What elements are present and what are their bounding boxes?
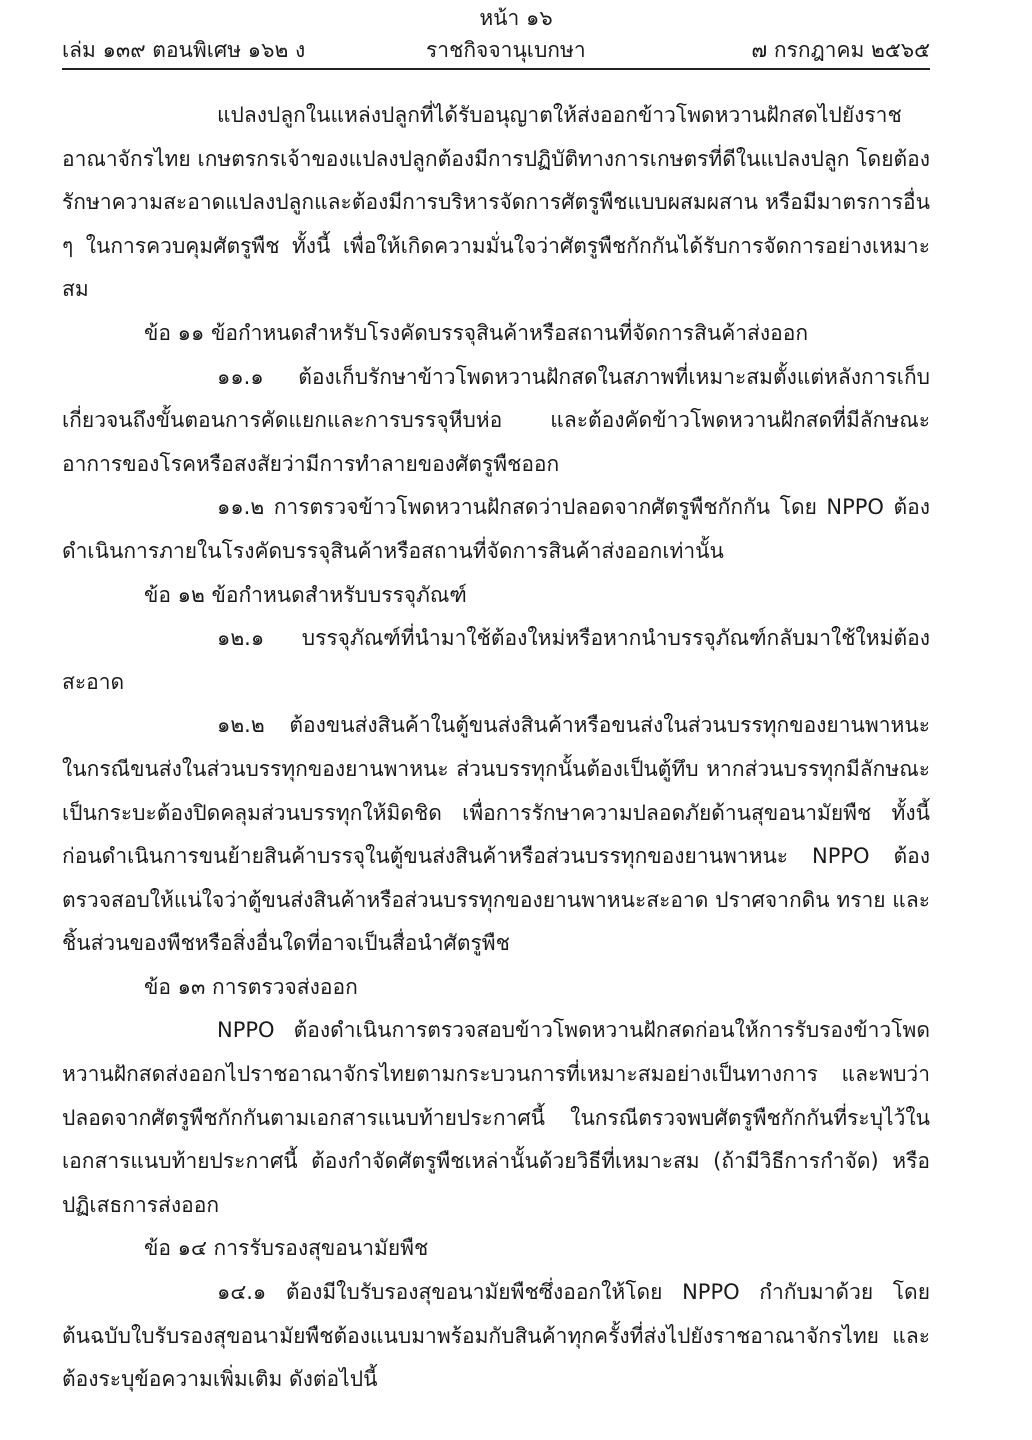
- paragraph: แปลงปลูกในแหล่งปลูกที่ได้รับอนุญาตให้ส่งออกข้าวโพดหวานฝักสดไปยังราชอาณาจักรไทย เกษตรกรเจ้าของแปลงปลูกต้องมีการปฏิบัติทางการเกษตรที่ดีในแปลงปลูก โดยต้องรักษาความสะอาดแปลงปลูกและต้องมีการบริหารจัดการศัตรูพืชแบบผสมผสาน หรือมีมาตรการอื่น ๆ ในการควบคุมศัตรูพืช ทั้งนี้ เพื่อให้เกิดความมั่นใจว่าศัตรูพืชกักกันได้รับการจัดการอย่างเหมาะสม: [62, 103, 930, 302]
- subclause: ๑๔.๑ ต้องมีใบรับรองสุขอนามัยพืชซึ่งออกให้โดย NPPO กำกับมาด้วย โดยต้นฉบับใบรับรองสุขอนามัยพืชต้องแนบมาพร้อมกับสินค้าทุกครั้งที่ส่งไปยังราชอาณาจักรไทย และต้องระบุข้อความเพิ่มเติม ดังต่อไปนี้: [62, 1280, 930, 1392]
- clause-heading: ข้อ ๑๒ ข้อกำหนดสำหรับบรรจุภัณฑ์: [144, 582, 467, 607]
- subclause: ๑๒.๑ บรรจุภัณฑ์ที่นำมาใช้ต้องใหม่หรือหากนำบรรจุภัณฑ์กลับมาใช้ใหม่ต้องสะอาด: [62, 626, 930, 694]
- page-number: หน้า ๑๖: [479, 6, 553, 30]
- subclause: ๑๒.๒ ต้องขนส่งสินค้าในตู้ขนส่งสินค้าหรือขนส่งในส่วนบรรทุกของยานพาหนะ ในกรณีขนส่งในส่วนบรรทุกของยานพาหนะ ส่วนบรรทุกนั้นต้องเป็นตู้ทึบ หากส่วนบรรทุกมีลักษณะเป็นกระบะต้องปิดคลุมส่วนบรรทุกให้มิดชิด เพื่อการรักษาความปลอดภัยด้านสุขอนามัยพืช ทั้งนี้ ก่อนดำเนินการขนย้ายสินค้าบรรจุในตู้ขนส่งสินค้าหรือส่วนบรรทุกของยานพาหนะ NPPO ต้องตรวจสอบให้แน่ใจว่าตู้ขนส่งสินค้าหรือส่วนบรรทุกของยานพาหนะสะอาด ปราศจากดิน ทราย และชิ้นส่วนของพืชหรือสิ่งอื่นใดที่อาจเป็นสื่อนำศัตรูพืช: [62, 713, 930, 956]
- clause-heading: ข้อ ๑๓ การตรวจส่งออก: [144, 974, 358, 999]
- subclause: ๑๑.๑ ต้องเก็บรักษาข้าวโพดหวานฝักสดในสภาพที่เหมาะสมตั้งแต่หลังการเก็บเกี่ยวจนถึงขั้นตอนการคัดแยกและการบรรจุหีบห่อ และต้องคัดข้าวโพดหวานฝักสดที่มีลักษณะอาการของโรคหรือสงสัยว่ามีการทำลายของศัตรูพืชออก: [62, 364, 930, 476]
- document-body: [62, 94, 930, 1402]
- volume-issue: เล่ม ๑๓๙ ตอนพิเศษ ๑๖๒ ง: [62, 38, 306, 62]
- gazette-header: [62, 34, 930, 64]
- gazette-title: ราชกิจจานุเบกษา: [426, 38, 586, 62]
- clause-heading: ข้อ ๑๔ การรับรองสุขอนามัยพืช: [144, 1236, 429, 1261]
- clause-heading: ข้อ ๑๑ ข้อกำหนดสำหรับโรงคัดบรรจุสินค้าหรือสถานที่จัดการสินค้าส่งออก: [144, 320, 809, 345]
- paragraph: NPPO ต้องดำเนินการตรวจสอบข้าวโพดหวานฝักสดก่อนให้การรับรองข้าวโพดหวานฝักสดส่งออกไปราชอาณาจักรไทยตามกระบวนการที่เหมาะสมอย่างเป็นทางการ และพบว่าปลอดจากศัตรูพืชกักกันตามเอกสารแนบท้ายประกาศนี้ ในกรณีตรวจพบศัตรูพืชกักกันที่ระบุไว้ในเอกสารแนบท้ายประกาศนี้ ต้องกำจัดศัตรูพืชเหล่านั้นด้วยวิธีที่เหมาะสม (ถ้ามีวิธีการกำจัด) หรือปฏิเสธการส่งออก: [62, 1018, 930, 1217]
- subclause: ๑๑.๒ การตรวจข้าวโพดหวานฝักสดว่าปลอดจากศัตรูพืชกักกัน โดย NPPO ต้องดำเนินการภายในโรงคัดบรรจุสินค้าหรือสถานที่จัดการสินค้าส่งออกเท่านั้น: [62, 495, 930, 563]
- header-rule: [62, 68, 930, 70]
- publication-date: ๗ กรกฎาคม ๒๕๖๕: [751, 38, 930, 62]
